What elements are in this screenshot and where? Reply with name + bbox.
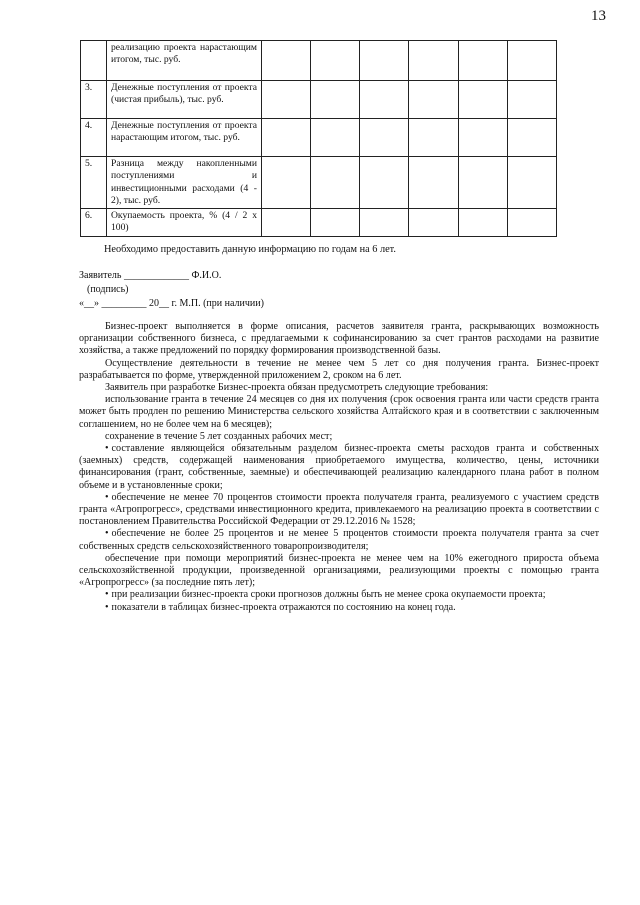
table-cell	[311, 119, 360, 157]
paragraph: Заявитель при разработке Бизнес-проекта обязан предусмотреть следующие требования:	[105, 382, 489, 394]
bullet-item	[79, 528, 599, 552]
row-name: Разница между накопленными поступлениями и инвестиционными расходами (4 - 2), тыс. руб.	[107, 157, 262, 209]
paragraph: сохранение в течение 5 лет созданных рабочих мест;	[105, 430, 333, 442]
table-row	[81, 41, 557, 81]
signature-caption: (подпись)	[87, 284, 129, 295]
table-row	[81, 119, 557, 157]
table-cell	[409, 41, 458, 81]
date-line: «__» _________ 20__ г. М.П. (при наличии)	[79, 298, 264, 309]
bullet-icon: •	[105, 601, 109, 613]
table-cell	[409, 81, 458, 119]
table-cell	[458, 81, 507, 119]
table-cell	[507, 209, 556, 237]
row-number: 6.	[81, 209, 107, 237]
table-cell	[458, 209, 507, 237]
bullet-item	[79, 589, 599, 601]
row-number: 4.	[81, 119, 107, 157]
bullet-text: показатели в таблицах бизнес-проекта отражаются по состоянию на конец года.	[111, 601, 456, 613]
table-cell	[409, 209, 458, 237]
table-cell	[311, 41, 360, 81]
table-cell	[311, 157, 360, 209]
table-cell	[360, 119, 409, 157]
row-name: реализацию проекта нарастающим итогом, тыс. руб.	[107, 41, 262, 81]
table-cell	[507, 81, 556, 119]
page-number: 13	[591, 8, 606, 24]
row-name: Денежные поступления от проекта (чистая прибыль), тыс. руб.	[107, 81, 262, 119]
bullet-icon: •	[105, 443, 109, 455]
table-cell	[262, 209, 311, 237]
table-cell	[311, 81, 360, 119]
table-cell	[507, 157, 556, 209]
table-cell	[360, 81, 409, 119]
paragraph: использование гранта в течение 24 месяцев со дня их получения (срок освоения гранта или части средств гранта может быть продлен по решению Министерства сельского хозяйства Алтайского края и в соответствии с заключенным соглашением, но не более чем на 6 месяцев);	[79, 394, 599, 430]
paragraph: обеспечение при помощи мероприятий бизнес-проекта не менее чем на 10% ежегодного прироста объема сельскохозяйственной продукции, произведенной организациями, реализующими проекты с помощью гранта «Агропрогресс» (за последние пять лет);	[79, 552, 599, 589]
table-cell	[360, 209, 409, 237]
signature-line: Заявитель _____________ Ф.И.О.	[79, 270, 222, 281]
table-row	[81, 157, 557, 209]
bullet-text: при реализации бизнес-проекта сроки прогнозов должны быть не менее срока окупаемости проекта;	[111, 589, 546, 601]
table-cell	[507, 41, 556, 81]
table-cell	[360, 41, 409, 81]
table-cell	[458, 119, 507, 157]
table-cell	[262, 41, 311, 81]
paragraph: Бизнес-проект выполняется в форме описания, расчетов заявителя гранта, раскрывающих возможность организации собственного бизнеса, с предлагаемыми к софинансированию за счет грантов расходами на развитие хозяйства, а также предложений по порядку формирования производственной базы.	[79, 321, 599, 357]
table-cell	[360, 157, 409, 209]
table-cell	[458, 41, 507, 81]
bullet-icon: •	[105, 528, 109, 540]
note-text: Необходимо предоставить данную информацию по годам на 6 лет.	[104, 244, 396, 255]
table-cell	[507, 119, 556, 157]
bullet-item	[79, 602, 599, 614]
bullet-item	[79, 492, 599, 529]
bullet-item	[79, 443, 599, 492]
table-cell	[262, 157, 311, 209]
table-cell	[458, 157, 507, 209]
bullet-text: обеспечение не более 25 процентов и не менее 5 процентов стоимости проекта получателя гранта за счет собственных средств сельскохозяйственного товаропроизводителя;	[79, 528, 599, 552]
table-cell	[409, 157, 458, 209]
table-cell	[409, 119, 458, 157]
row-name: Денежные поступления от проекта нарастающим итогом, тыс. руб.	[107, 119, 262, 157]
bullet-text: обеспечение не менее 70 процентов стоимости проекта получателя гранта, реализуемого с участием средств гранта «Агропрогресс», средствами инвестиционного кредита, привлекаемого на реализацию проекта в соответствии с постановлением Правительства Российской Федерации от 29.12.2016 № 1528;	[79, 491, 599, 528]
paragraph: Осуществление деятельности в течение не менее чем 5 лет со дня получения гранта. Бизнес-проект разрабатывается по форме, утвержденной приложением 2, сроком на 6 лет.	[79, 357, 599, 381]
row-number: 3.	[81, 81, 107, 119]
row-number	[81, 41, 107, 81]
bullet-icon: •	[105, 589, 109, 601]
table-cell	[311, 209, 360, 237]
table-cell	[262, 81, 311, 119]
indicators-table	[80, 40, 557, 237]
document-body	[79, 321, 599, 614]
table-cell	[262, 119, 311, 157]
table-row	[81, 209, 557, 237]
bullet-text: составление являющейся обязательным разделом бизнес-проекта сметы расходов гранта и собственных (заемных) средств, содержащей наименования приобретаемого имущества, количество, цены, источники финансирования (грант, собственные, заемные) и обеспечивающей реализацию календарного плана работ в полном объеме и в установленные сроки;	[79, 443, 599, 491]
row-number: 5.	[81, 157, 107, 209]
row-name: Окупаемость проекта, % (4 / 2 х 100)	[107, 209, 262, 237]
bullet-icon: •	[105, 491, 109, 503]
table-row	[81, 81, 557, 119]
